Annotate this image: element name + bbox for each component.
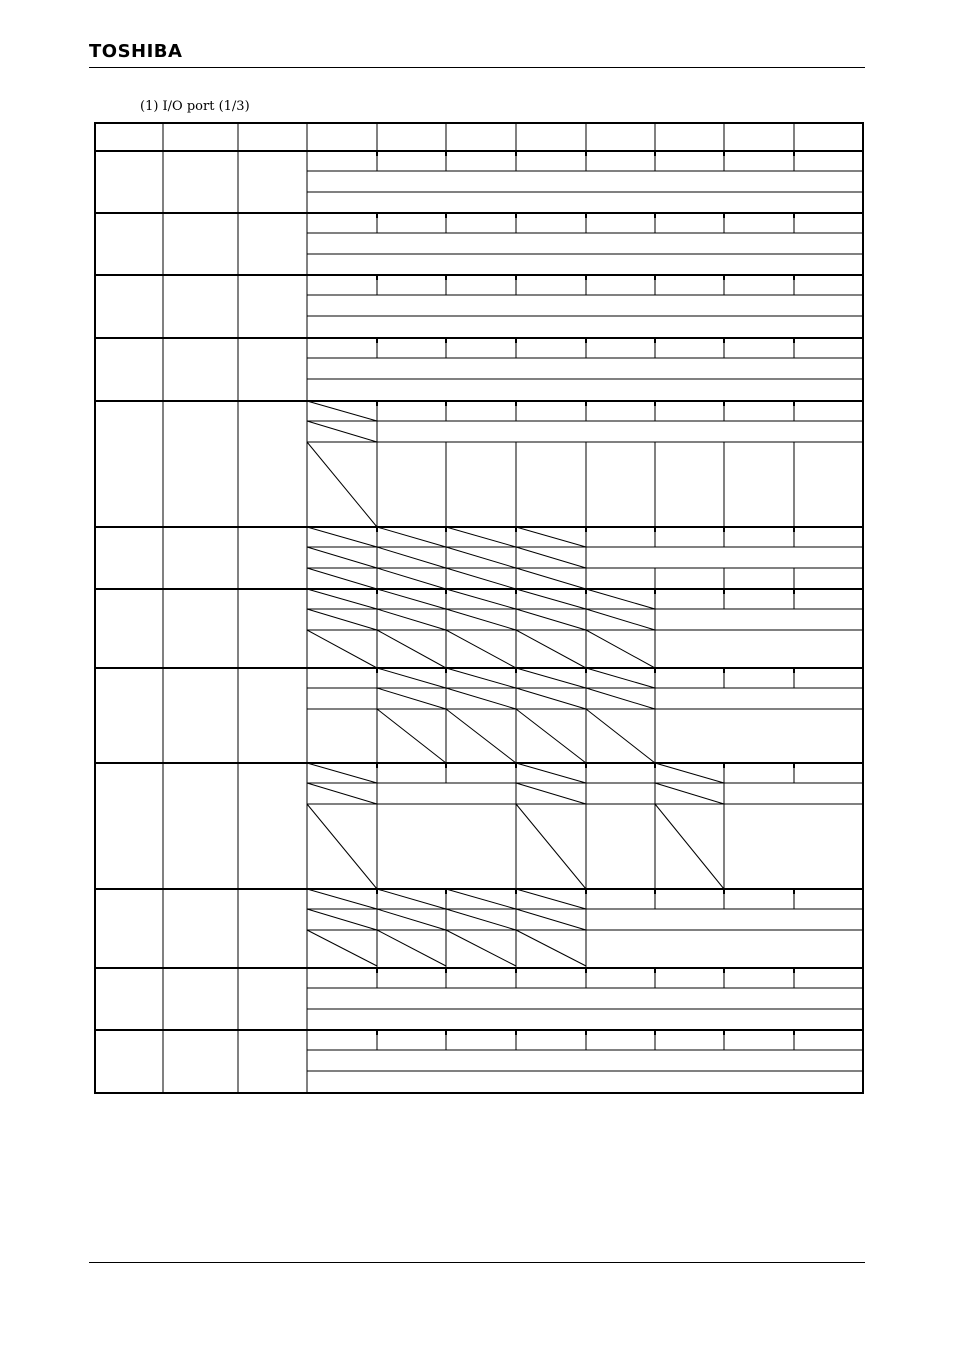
unused-bit-diagonal [516,783,586,804]
unused-bit-diagonal [307,804,377,889]
unused-bit-diagonal [586,709,655,763]
unused-bit-diagonal [307,783,377,804]
unused-bit-diagonal [307,547,377,568]
unused-bit-diagonal [377,889,446,909]
footer-rule [89,1262,865,1263]
unused-bit-diagonal [446,568,516,589]
unused-bit-diagonal [446,688,516,709]
unused-bit-diagonal [307,568,377,589]
unused-bit-diagonal [377,527,446,547]
unused-bit-diagonal [307,589,377,609]
unused-bit-diagonal [446,909,516,930]
unused-bit-diagonal [307,442,377,527]
unused-bit-diagonal [377,589,446,609]
unused-bit-diagonal [586,609,655,630]
unused-bit-diagonal [516,668,586,688]
unused-bit-diagonal [307,889,377,909]
unused-bit-diagonal [516,804,586,889]
unused-bit-diagonal [307,763,377,783]
unused-bit-diagonal [516,889,586,909]
unused-bit-diagonal [446,630,516,668]
unused-bit-diagonal [377,568,446,589]
unused-bit-diagonal [307,930,377,966]
unused-bit-diagonal [516,909,586,930]
unused-bit-diagonal [377,709,446,763]
unused-bit-diagonal [516,688,586,709]
unused-bit-diagonal [655,783,724,804]
unused-bit-diagonal [307,609,377,630]
unused-bit-diagonal [377,630,446,668]
unused-bit-diagonal [307,421,377,442]
unused-bit-diagonal [516,763,586,783]
unused-bit-diagonal [377,688,446,709]
unused-bit-diagonal [446,589,516,609]
unused-bit-diagonal [586,630,655,668]
unused-bit-diagonal [446,930,516,966]
toshiba-logo: TOSHIBA [89,41,183,62]
unused-bit-diagonal [586,688,655,709]
unused-bit-diagonal [377,668,446,688]
unused-bit-diagonal [446,668,516,688]
section-caption: (1) I/O port (1/3) [140,99,250,114]
unused-bit-diagonal [516,527,586,547]
unused-bit-diagonal [307,527,377,547]
unused-bit-diagonal [516,709,586,763]
unused-bit-diagonal [655,763,724,783]
unused-bit-diagonal [446,709,516,763]
unused-bit-diagonal [446,889,516,909]
unused-bit-diagonal [516,589,586,609]
unused-bit-diagonal [655,804,724,889]
unused-bit-diagonal [377,547,446,568]
unused-bit-diagonal [516,568,586,589]
unused-bit-diagonal [307,909,377,930]
unused-bit-diagonal [307,401,377,421]
unused-bit-diagonal [307,630,377,668]
unused-bit-diagonal [516,630,586,668]
unused-bit-diagonal [586,668,655,688]
unused-bit-diagonal [446,527,516,547]
unused-bit-diagonal [516,609,586,630]
unused-bit-diagonal [446,547,516,568]
unused-bit-diagonal [586,589,655,609]
unused-bit-diagonal [446,609,516,630]
unused-bit-diagonal [377,930,446,966]
unused-bit-diagonal [516,547,586,568]
unused-bit-diagonal [516,930,586,966]
unused-bit-diagonal [377,909,446,930]
unused-bit-diagonal [377,609,446,630]
